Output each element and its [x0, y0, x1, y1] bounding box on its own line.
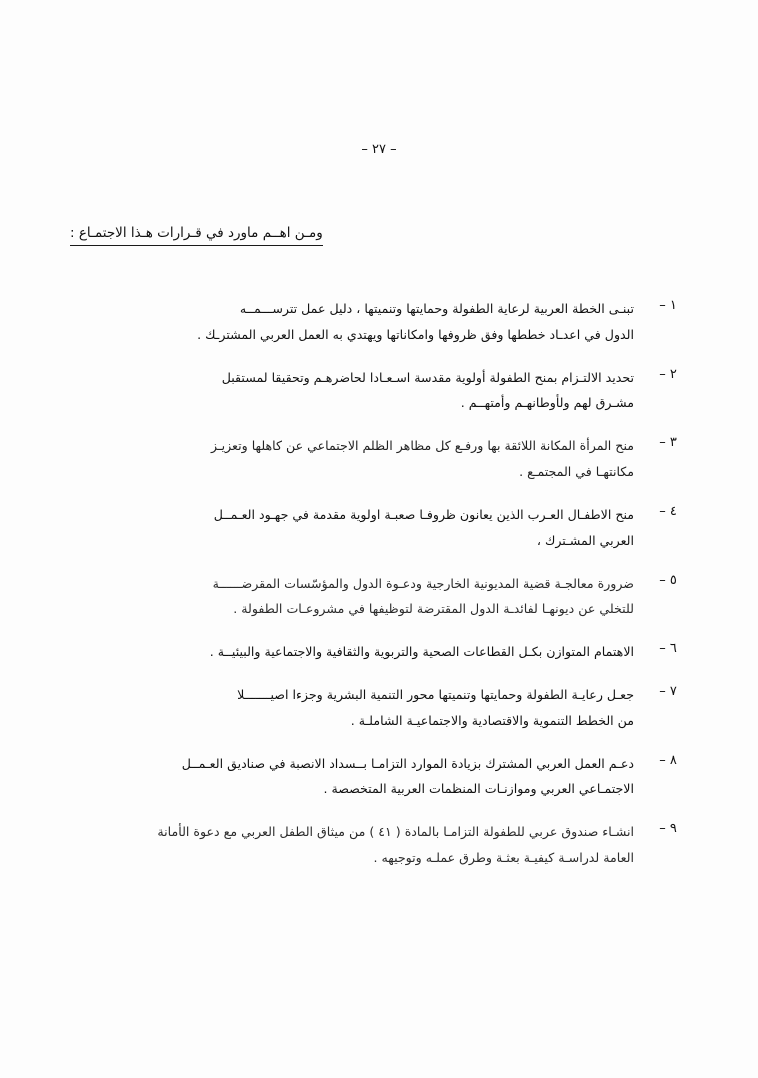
list-item-number: ٥ –	[659, 572, 677, 588]
list-item-text	[62, 571, 640, 623]
list-item-number: ١ –	[659, 298, 677, 313]
list-item-line: الاهتمام المتوازن بكـل القطاعات الصحية والتربوية والثقافية والاجتماعية والبيئيــة .	[209, 644, 634, 660]
list-item	[62, 365, 696, 417]
list-item-line: تبنـى الخطة العربية لرعاية الطفولة وحمايتها وتنميتها ، دليل عمل تترســـمــه	[239, 301, 634, 316]
list-item-line: منح المرأة المكانة اللائقة بها ورفـع كل مظاهر الظلم الاجتماعي عن كاهلها وتعزيـز	[210, 438, 634, 454]
list-item-line: مكانتهـا في المجتمـع .	[519, 464, 634, 480]
list-item-text	[62, 639, 640, 665]
list-item-line: جعـل رعايـة الطفولة وحمايتها وتنميتها محور التنمية البشرية وجزءا اصيـــــــلا	[237, 686, 634, 702]
list-item	[62, 682, 696, 734]
list-item-number: ٧ –	[659, 683, 677, 699]
list-item	[62, 296, 696, 348]
list-item-line: العامة لدراسـة كيفيـة بعثـة وطرق عملـه وتوجيهه .	[373, 850, 634, 865]
list-item-line: الاجتمـاعي العربي وموازنـات المنظمات العربية المتخصصة .	[323, 781, 634, 797]
list-item-number: ٤ –	[659, 503, 677, 519]
list-item-text	[62, 433, 640, 485]
list-item-line: مشـرق لهم ولأوطانهـم وأمتهــم .	[460, 395, 634, 411]
list-item-text	[62, 682, 640, 734]
section-heading-wrap	[62, 222, 696, 246]
list-item-text	[62, 502, 640, 554]
list-item	[62, 819, 696, 871]
list-item-text	[62, 751, 640, 803]
list-item-line: للتخلي عن ديونهـا لفائدـة الدول المقترضة لتوظيفها في مشروعـات الطفولة .	[233, 601, 634, 617]
list-item-line: الدول في اعدـاد خططها وفق ظروفها وامكاناتها ويهتدي به العمل العربي المشترـك .	[197, 326, 634, 342]
list-item-line: منح الاطفـال العـرب الذين يعانون ظروفـا صعبـة اولوية مقدمة في جهـود العـمــل	[213, 506, 634, 522]
list-item	[62, 433, 696, 485]
list-item-text	[62, 365, 640, 417]
list-item	[62, 502, 696, 554]
list-item-text	[62, 819, 640, 871]
list-item-number: ٢ –	[659, 366, 677, 382]
list-item-number: ٣ –	[659, 435, 677, 451]
list-item-line: من الخطط التنموية والاقتصادية والاجتماعيـة الشاملـة .	[350, 712, 634, 728]
section-heading: ومـن اهــم ماورد في قـرارات هـذا الاجتمـاع :	[70, 225, 323, 246]
list-item-line: تحديد الالتـزام بمنح الطفولة أولوية مقدسة اسـعـادا لحاضرهـم وتحقيقا لمستقبل	[221, 369, 634, 385]
list-item-line: العربي المشـترك ،	[536, 532, 634, 548]
list-item	[62, 571, 696, 623]
list-item-line: ضرورة معالجـة قضية المديونية الخارجية ودعـوة الدول والمؤسّسات المقرضــــــة	[212, 575, 634, 591]
list-item-line: دعـم العمل العربي المشترك بزيادة الموارد التزامـا بــسداد الانصبة في صناديق العـمــل	[181, 755, 634, 771]
list-item	[62, 639, 696, 665]
list-item	[62, 751, 696, 803]
list-item-text	[62, 296, 640, 348]
list-item-line: انشـاء صندوق عربي للطفولة التزامـا بالمادة ( ٤١ ) من ميثاق الطفل العربي مع دعوة الأمانة	[157, 824, 634, 840]
list-item-number: ٦ –	[659, 641, 677, 657]
list-item-number: ٨ –	[659, 752, 677, 768]
list-item-number: ٩ –	[659, 821, 677, 837]
page-number: – ٢٧ –	[361, 142, 397, 157]
resolutions-list	[62, 296, 696, 888]
